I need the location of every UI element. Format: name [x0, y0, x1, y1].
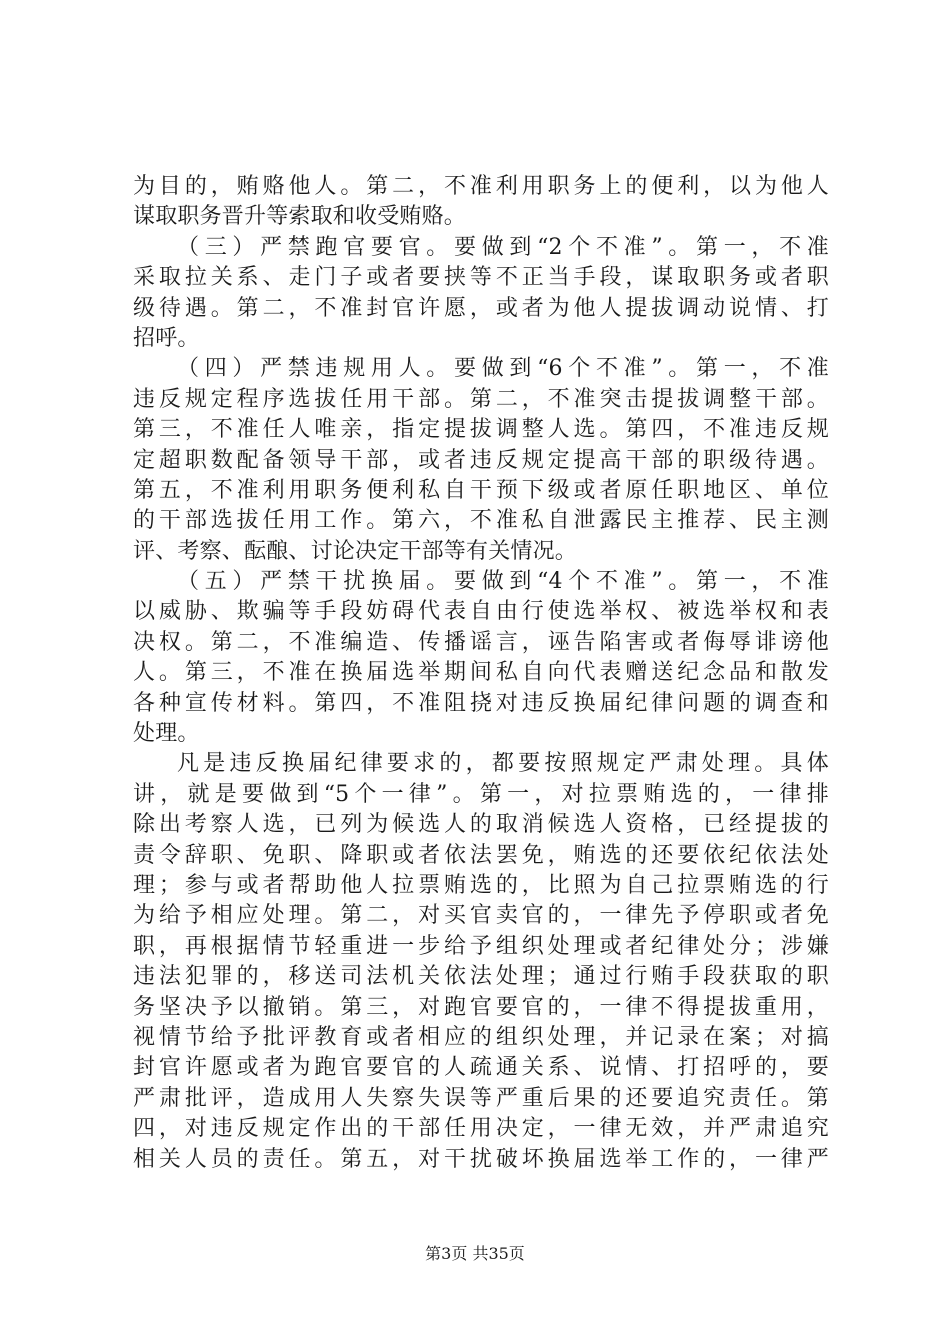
text-line: 讲，就是要做到“5个一律”。第一，对拉票贿选的，一律排 [133, 781, 829, 807]
text-line: 定超职数配备领导干部，或者违反规定提高干部的职级待遇。 [133, 447, 829, 473]
text-line: 人。第三，不准在换届选举期间私自向代表赠送纪念品和散发 [133, 660, 829, 686]
text-line: 职，再根据情节轻重进一步给予组织处理或者纪律处分；涉嫌 [133, 933, 829, 959]
text-line: 谋取职务晋升等索取和收受贿赂。 [133, 204, 467, 230]
body-text [133, 172, 829, 1175]
text-line: （四）严禁违规用人。要做到“6个不准”。第一，不准 [177, 356, 829, 382]
text-line: 违法犯罪的，移送司法机关依法处理；通过行贿手段获取的职 [133, 964, 829, 990]
text-line: 为给予相应处理。第二，对买官卖官的，一律先予停职或者免 [133, 903, 829, 929]
text-line: 决权。第二，不准编造、传播谣言，诬告陷害或者侮辱诽谤他 [133, 629, 829, 655]
text-line: 凡是违反换届纪律要求的，都要按照规定严肃处理。具体 [177, 751, 829, 777]
text-line: 务坚决予以撤销。第三，对跑官要官的，一律不得提拔重用， [133, 994, 829, 1020]
text-line: （五）严禁干扰换届。要做到“4个不准”。第一，不准 [177, 569, 829, 595]
text-line: 视情节给予批评教育或者相应的组织处理，并记录在案；对搞 [133, 1024, 829, 1050]
text-line: 评、考察、酝酿、讨论决定干部等有关情况。 [133, 538, 578, 564]
page-footer: 第3页 共35页 [425, 1244, 525, 1263]
text-line: 四，对违反规定作出的干部任用决定，一律无效，并严肃追究 [133, 1116, 829, 1142]
text-line: 为目的，贿赂他人。第二，不准利用职务上的便利，以为他人 [133, 174, 829, 199]
text-line: 采取拉关系、走门子或者要挟等不正当手段，谋取职务或者职 [133, 265, 829, 291]
text-line: 第五，不准利用职务便利私自干预下级或者原任职地区、单位 [133, 477, 829, 503]
text-line: 招呼。 [133, 325, 200, 351]
text-line: 理；参与或者帮助他人拉票贿选的，比照为自己拉票贿选的行 [133, 872, 829, 898]
text-line: 第三，不准任人唯亲，指定提拔调整人选。第四，不准违反规 [133, 417, 829, 443]
text-line: 处理。 [133, 721, 200, 747]
text-line: 级待遇。第二，不准封官许愿，或者为他人提拔调动说情、打 [133, 295, 829, 321]
text-line: 违反规定程序选拔任用干部。第二，不准突击提拔调整干部。 [133, 386, 829, 412]
text-line: 除出考察人选，已列为候选人的取消候选人资格，已经提拔的 [133, 812, 829, 838]
text-line: 各种宣传材料。第四，不准阻挠对违反换届纪律问题的调查和 [133, 690, 829, 716]
text-line: 以威胁、欺骗等手段妨碍代表自由行使选举权、被选举权和表 [133, 599, 829, 625]
text-line: 责令辞职、免职、降职或者依法罢免，贿选的还要依纪依法处 [133, 842, 829, 868]
text-line: 严肃批评，造成用人失察失误等严重后果的还要追究责任。第 [133, 1085, 829, 1111]
text-line: （三）严禁跑官要官。要做到“2个不准”。第一，不准 [177, 234, 829, 260]
text-line: 封官许愿或者为跑官要官的人疏通关系、说情、打招呼的，要 [133, 1055, 829, 1081]
text-line: 的干部选拔任用工作。第六，不准私自泄露民主推荐、民主测 [133, 508, 829, 534]
text-line: 相关人员的责任。第五，对干扰破坏换届选举工作的，一律严 [133, 1146, 829, 1172]
